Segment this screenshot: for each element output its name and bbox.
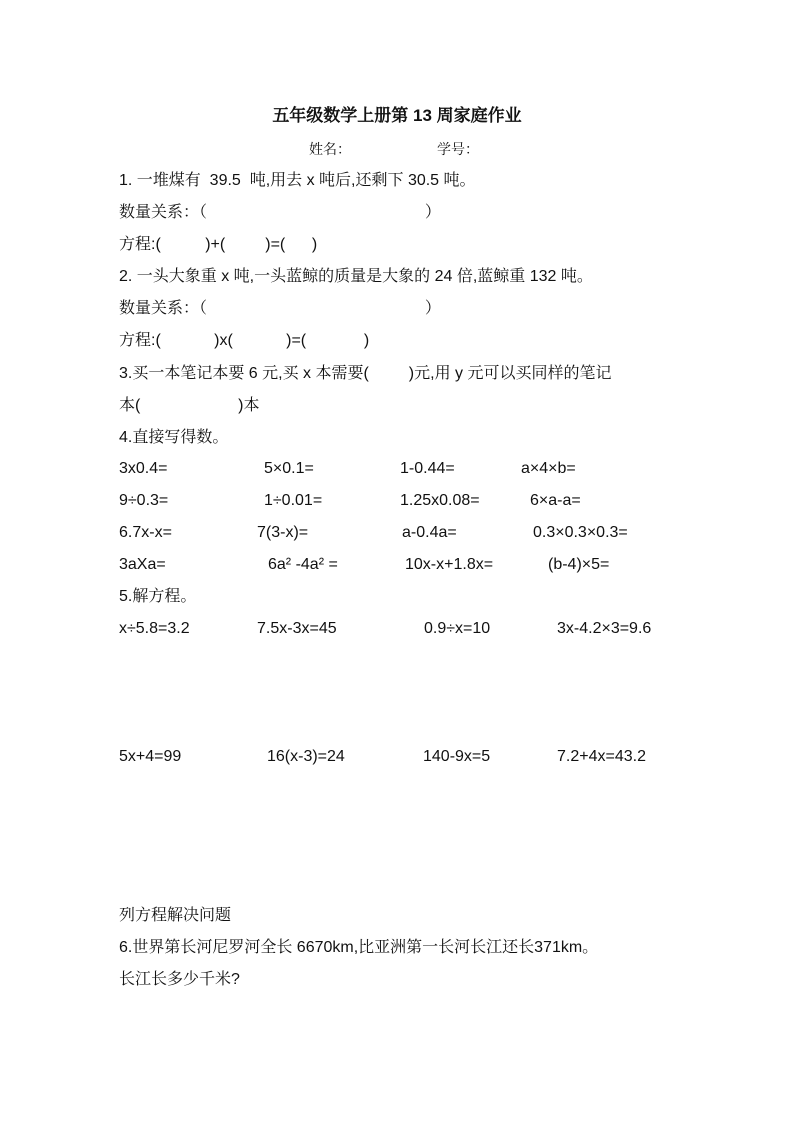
q4-item: 7(3-x)= xyxy=(257,524,309,541)
q2-text: 2. 一头大象重 x 吨,一头蓝鲸的质量是大象的 24 倍,蓝鲸重 132 吨。 xyxy=(119,268,593,285)
student-id-label: 学号： xyxy=(437,141,479,157)
q4-item: 3x0.4= xyxy=(119,460,168,477)
q4-item: 1÷0.01= xyxy=(264,492,323,509)
q4-item: 6a² -4a² = xyxy=(268,556,338,573)
q4-item: (b-4)×5= xyxy=(548,556,610,573)
q5-row xyxy=(0,747,794,767)
q5-row xyxy=(0,619,794,639)
q3-line2: 本( )本 xyxy=(119,397,260,414)
q4-item: 3aXa= xyxy=(119,556,166,573)
q4-row xyxy=(0,491,794,511)
q4-item: 1-0.44= xyxy=(400,460,455,477)
q5-item: 16(x-3)=24 xyxy=(267,748,345,765)
q5-item: 140-9x=5 xyxy=(423,748,491,765)
q4-item: 6.7x-x= xyxy=(119,524,172,541)
q5-item: 5x+4=99 xyxy=(119,748,182,765)
q4-item: 0.3×0.3×0.3= xyxy=(533,524,628,541)
page-title: 五年级数学上册第 13 周家庭作业 xyxy=(272,106,522,125)
q1-relation: 数量关系：（ ） xyxy=(119,204,441,221)
q4-item: 6×a-a= xyxy=(530,492,581,509)
q4-heading: 4.直接写得数。 xyxy=(119,429,229,446)
q6-line1: 6.世界第长河尼罗河全长 6670km,比亚洲第一长河长江还长371km。 xyxy=(119,939,599,956)
q5-item: x÷5.8=3.2 xyxy=(119,620,190,637)
name-label: 姓名： xyxy=(309,141,351,157)
q4-item: 5×0.1= xyxy=(264,460,314,477)
q3-line1: 3.买一本笔记本要 6 元,买 x 本需要( )元,用 y 元可以买同样的笔记 xyxy=(119,365,612,382)
q5-item: 7.2+4x=43.2 xyxy=(557,748,646,765)
q5-heading: 5.解方程。 xyxy=(119,588,197,605)
q4-item: a×4×b= xyxy=(521,460,576,477)
q6-line2: 长江长多少千米? xyxy=(119,971,240,988)
q5-item: 7.5x-3x=45 xyxy=(257,620,337,637)
q1-text: 1. 一堆煤有 39.5 吨,用去 x 吨后,还剩下 30.5 吨。 xyxy=(119,172,476,189)
q4-row xyxy=(0,459,794,479)
q4-item: a-0.4a= xyxy=(402,524,457,541)
q4-row xyxy=(0,555,794,575)
section-title: 列方程解决问题 xyxy=(119,907,232,924)
q1-equation: 方程:( )+( )=( ) xyxy=(119,236,318,253)
q5-item: 0.9÷x=10 xyxy=(424,620,491,637)
q4-item: 9÷0.3= xyxy=(119,492,169,509)
q4-row xyxy=(0,523,794,543)
q5-item: 3x-4.2×3=9.6 xyxy=(557,620,652,637)
q2-relation: 数量关系：（ ） xyxy=(119,300,441,317)
q4-item: 1.25x0.08= xyxy=(400,492,480,509)
q4-item: 10x-x+1.8x= xyxy=(405,556,494,573)
q2-equation: 方程:( )x( )=( ) xyxy=(119,332,370,349)
